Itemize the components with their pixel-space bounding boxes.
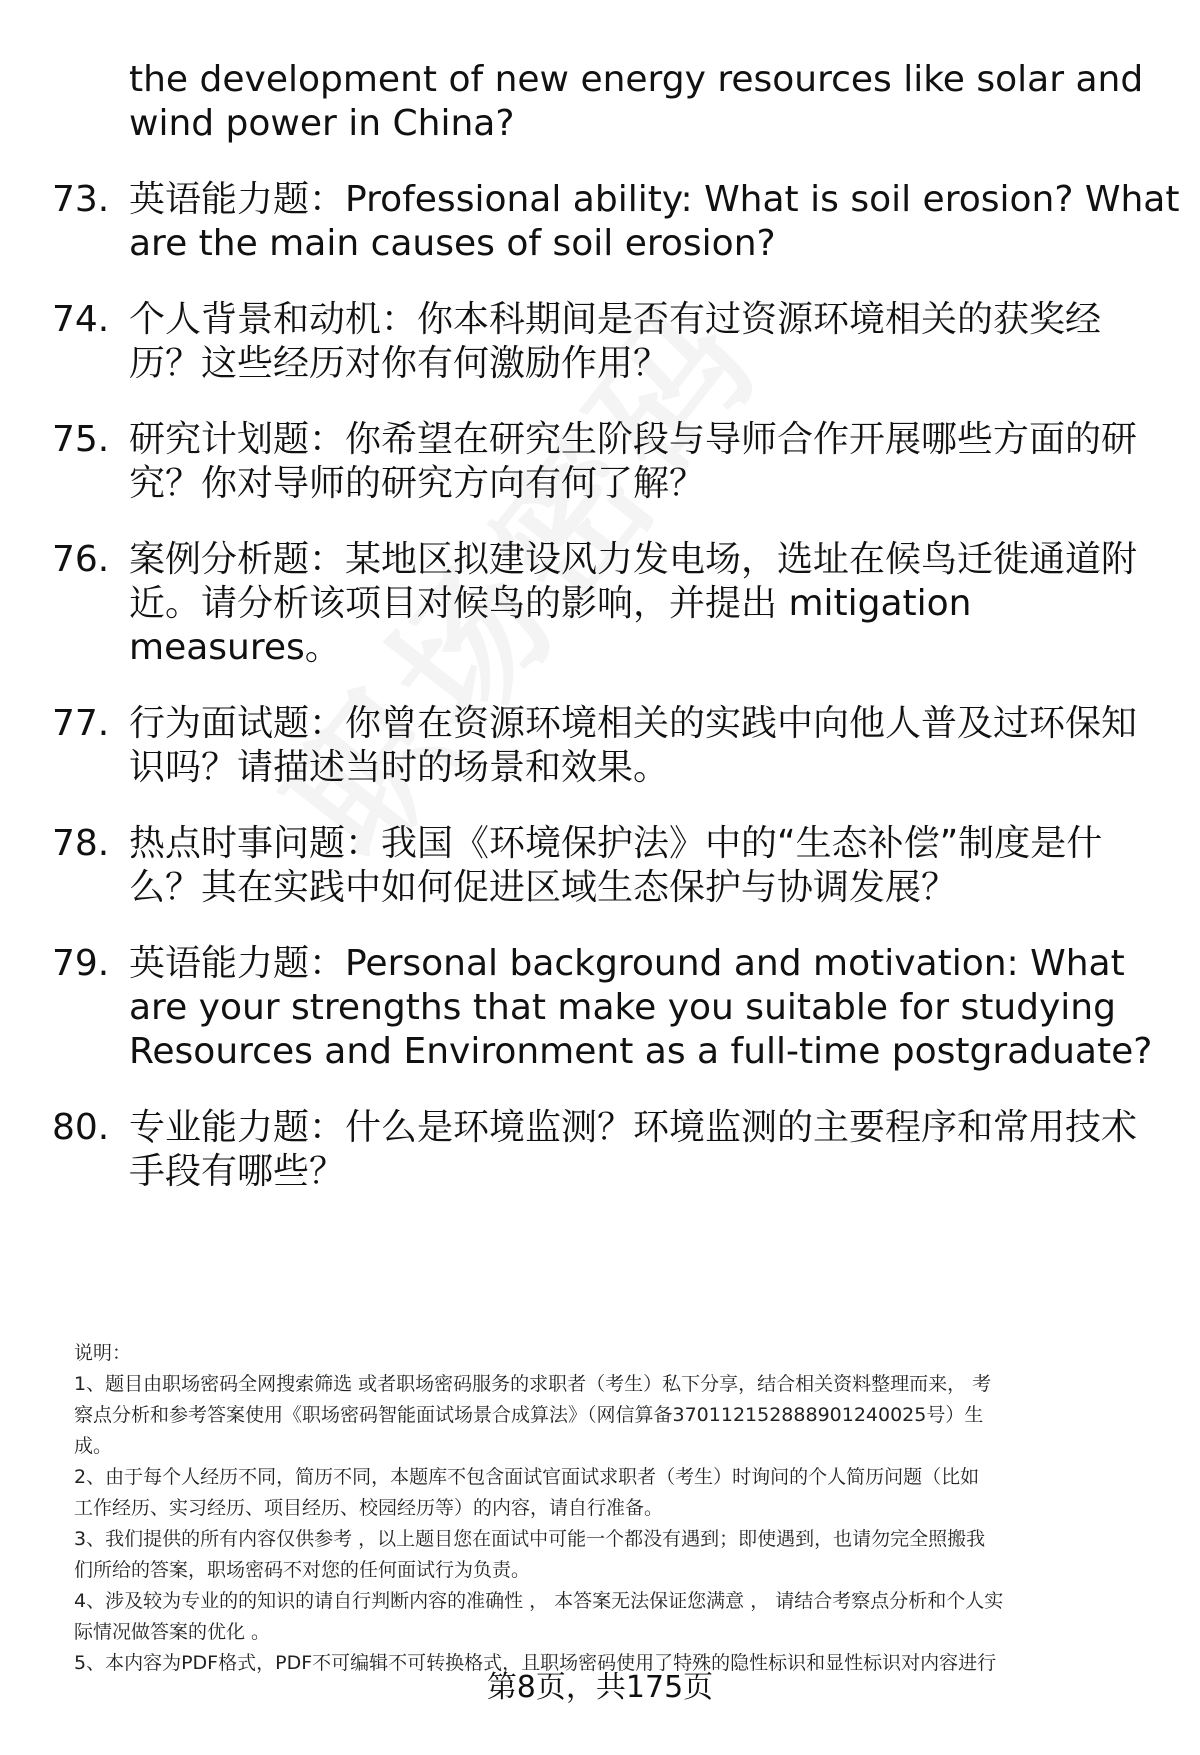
- question-76-line-3: measures。: [129, 627, 341, 668]
- note-line: 2、由于每个人经历不同，简历不同，本题库不包含面试官面试求职者（考生）时询问的个人简历问题（比如: [74, 1466, 980, 1488]
- question-80-line-1: 专业能力题：什么是环境监测？环境监测的主要程序和常用技术: [129, 1107, 1138, 1148]
- question-74-line-2: 历？这些经历对你有何激励作用？: [129, 343, 670, 384]
- question-number: 78.: [52, 823, 110, 864]
- question-78-line-2: 么？其在实践中如何促进区域生态保护与协调发展？: [129, 867, 958, 908]
- question-number: 77.: [52, 703, 110, 744]
- question-number: 80.: [52, 1107, 110, 1148]
- question-number: 73.: [52, 179, 110, 220]
- question-72-line-2: wind power in China?: [129, 103, 515, 144]
- page-number: 第8页，共175页: [486, 1670, 714, 1705]
- question-76-line-2: 近。请分析该项目对候鸟的影响，并提出 mitigation: [129, 583, 972, 624]
- question-73-line-2: are the main causes of soil erosion?: [129, 223, 776, 264]
- question-76-line-1: 案例分析题：某地区拟建设风力发电场，选址在候鸟迁徙通道附: [129, 539, 1138, 580]
- question-79-line-2: are your strengths that make you suitable for studying: [129, 987, 1116, 1028]
- question-74-line-1: 个人背景和动机：你本科期间是否有过资源环境相关的获奖经: [129, 299, 1102, 340]
- disclaimer-notes: [74, 1338, 1154, 1679]
- notes-heading: 说明：: [74, 1342, 132, 1364]
- question-72-line-1: the development of new energy resources like solar and: [129, 59, 1144, 100]
- question-79-line-1: 英语能力题：Personal background and motivation: What: [129, 943, 1125, 984]
- question-number: 79.: [52, 943, 110, 984]
- question-77-line-1: 行为面试题：你曾在资源环境相关的实践中向他人普及过环保知: [129, 703, 1138, 744]
- note-line: 们所给的答案，职场密码不对您的任何面试行为负责。: [74, 1559, 531, 1581]
- note-line: 4、涉及较为专业的的知识的请自行判断内容的准确性 ， 本答案无法保证您满意 ， 请结合考察点分析和个人实: [74, 1590, 1004, 1612]
- question-78-line-1: 热点时事问题：我国《环境保护法》中的“生态补偿”制度是什: [129, 823, 1103, 864]
- note-line: 际情况做答案的优化 。: [74, 1621, 271, 1643]
- question-80-line-2: 手段有哪些？: [129, 1151, 346, 1192]
- question-number: 76.: [52, 539, 110, 580]
- question-75-line-2: 究？你对导师的研究方向有何了解？: [129, 463, 706, 504]
- note-line: 1、题目由职场密码全网搜索筛选 或者职场密码服务的求职者（考生）私下分享，结合相关资料整理而来， 考: [74, 1373, 992, 1395]
- question-73-line-1: 英语能力题：Professional ability: What is soil erosion? What: [129, 179, 1180, 220]
- question-75-line-1: 研究计划题：你希望在研究生阶段与导师合作开展哪些方面的研: [129, 419, 1138, 460]
- note-line: 察点分析和参考答案使用《职场密码智能面试场景合成算法》（网信算备370112152888901240025号）生: [74, 1404, 984, 1426]
- note-line: 成。: [74, 1435, 113, 1457]
- question-79-line-3: Resources and Environment as a full-time postgraduate?: [129, 1031, 1153, 1072]
- note-line: 工作经历、实习经历、项目经历、校园经历等）的内容，请自行准备。: [74, 1497, 664, 1519]
- question-number: 74.: [52, 299, 110, 340]
- note-line: 5、本内容为PDF格式，PDF不可编辑不可转换格式，且职场密码使用了特殊的隐性标识和显性标识对内容进行: [74, 1652, 997, 1674]
- question-number: 75.: [52, 419, 110, 460]
- note-line: 3、我们提供的所有内容仅供参考 ，以上题目您在面试中可能一个都没有遇到；即使遇到，也请勿完全照搬我: [74, 1528, 986, 1550]
- question-77-line-2: 识吗？请描述当时的场景和效果。: [129, 747, 670, 788]
